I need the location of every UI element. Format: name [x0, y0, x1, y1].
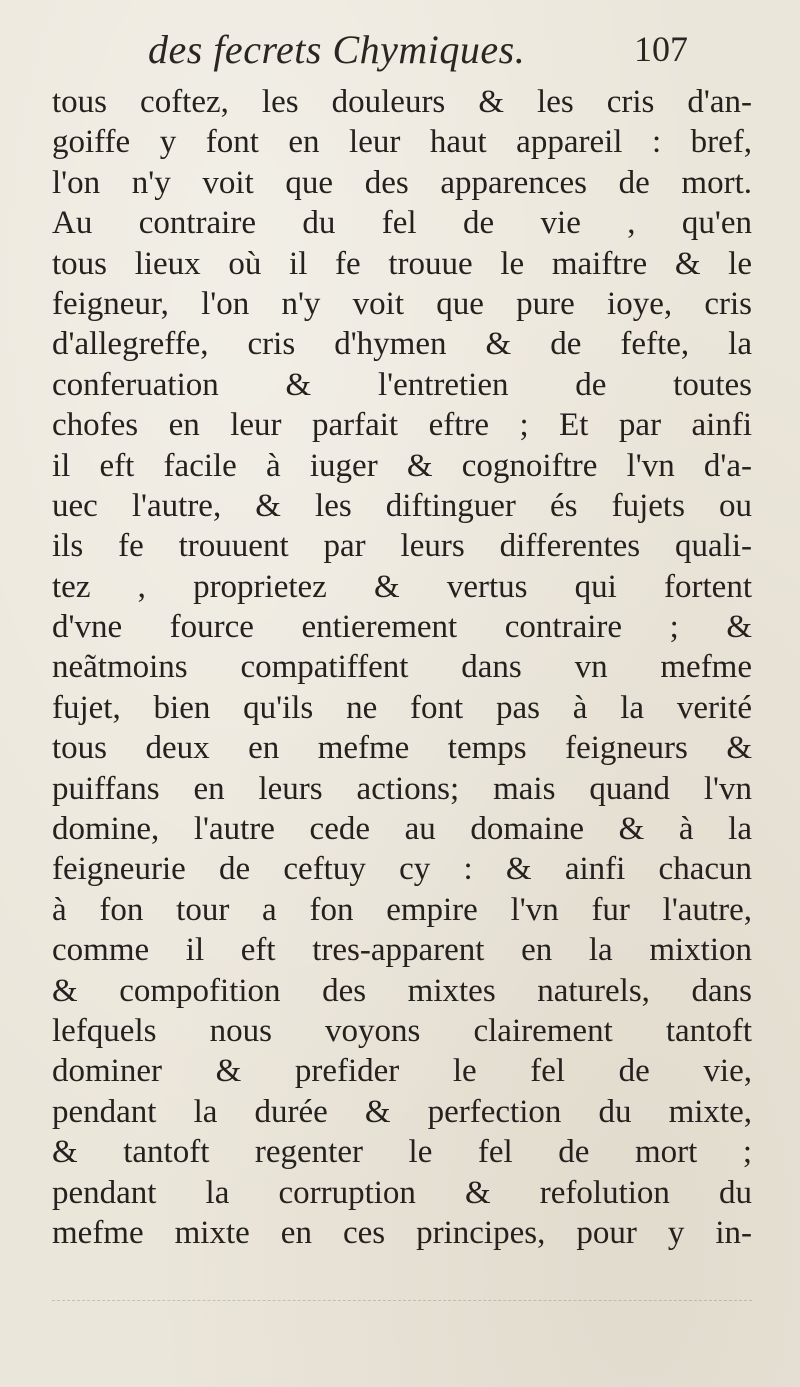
text-line: pendant la durée & perfection du mixte,: [52, 1093, 752, 1130]
text-line: ils fe trouuent par leurs differentes quali-: [52, 528, 752, 565]
text-line: conferuation & l'entretien de toutes: [52, 366, 752, 403]
text-line: tez , proprietez & vertus qui fortent: [52, 568, 752, 605]
text-line: d'allegreffe, cris d'hymen & de fefte, la: [52, 326, 752, 363]
text-line: tous deux en mefme temps feigneurs &: [52, 730, 752, 767]
text-line: comme il eft tres-apparent en la mixtion: [52, 932, 752, 969]
text-line: goiffe y font en leur haut appareil : bref,: [52, 124, 752, 161]
text-line: à fon tour a fon empire l'vn fur l'autre,: [52, 891, 752, 928]
running-title: des fecrets Chymiques.: [148, 27, 526, 72]
text-line: neãtmoins compatiffent dans vn mefme: [52, 649, 752, 686]
text-line: & tantoft regenter le fel de mort ;: [52, 1134, 752, 1171]
text-line: dominer & prefider le fel de vie,: [52, 1053, 752, 1090]
text-line: feigneur, l'on n'y voit que pure ioye, cris: [52, 285, 752, 322]
text-line: il eft facile à iuger & cognoiftre l'vn d'a-: [52, 447, 752, 484]
text-line: chofes en leur parfait eftre ; Et par ainfi: [52, 407, 752, 444]
text-line: Au contraire du fel de vie , qu'en: [52, 205, 752, 242]
text-line: fujet, bien qu'ils ne font pas à la verité: [52, 689, 752, 726]
page-bottom-edge: [52, 1300, 752, 1305]
text-line: puiffans en leurs actions; mais quand l'vn: [52, 770, 752, 807]
text-line: uec l'autre, & les diftinguer és fujets ou: [52, 487, 752, 524]
text-line: l'on n'y voit que des apparences de mort.: [52, 164, 752, 201]
text-line: pendant la corruption & refolution du: [52, 1174, 752, 1211]
text-line: domine, l'autre cede au domaine & à la: [52, 811, 752, 848]
page-number: 107: [634, 29, 688, 69]
text-line: d'vne fource entierement contraire ; &: [52, 609, 752, 646]
text-line: & compofition des mixtes naturels, dans: [52, 972, 752, 1009]
text-line: mefme mixte en ces principes, pour y in-: [52, 1214, 752, 1251]
body-text: [52, 82, 752, 1253]
text-line: lefquels nous voyons clairement tantoft: [52, 1012, 752, 1049]
text-line: feigneurie de ceftuy cy : & ainfi chacun: [52, 851, 752, 888]
text-line: tous lieux où il fe trouue le maiftre & le: [52, 245, 752, 282]
text-line: tous coftez, les douleurs & les cris d'an-: [52, 84, 752, 120]
running-head: [148, 26, 688, 86]
